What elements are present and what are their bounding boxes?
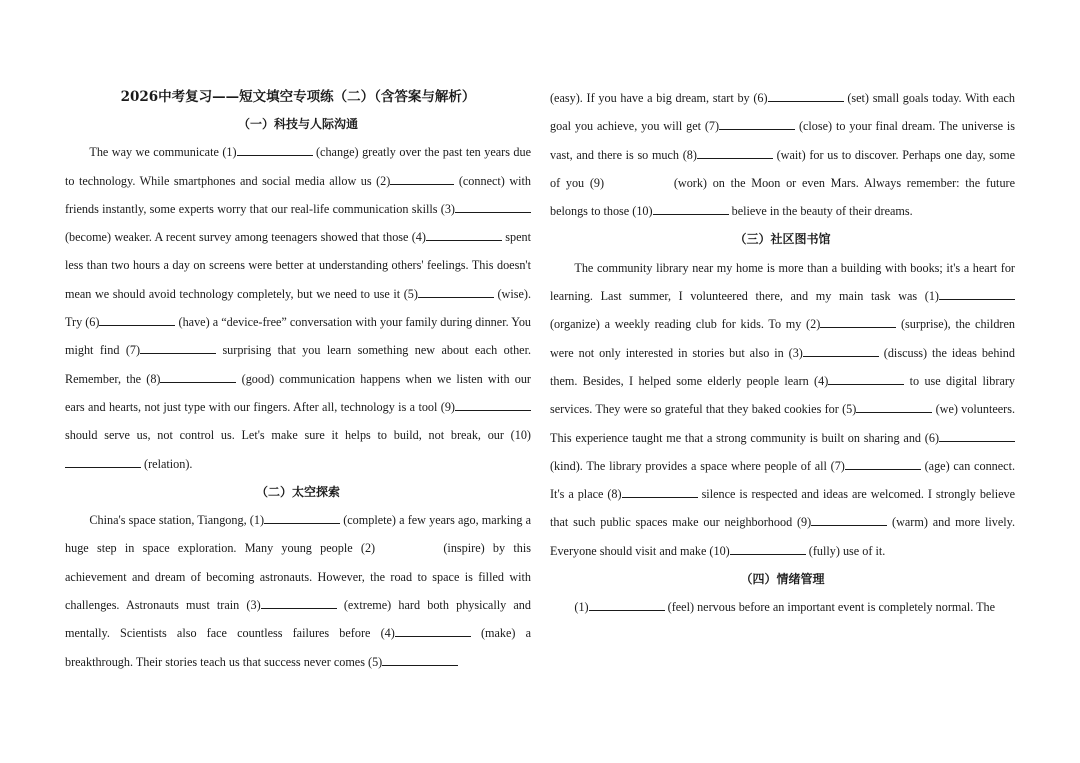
passage-text: surprising that you learn something new about each other. Remember, the (8) <box>65 343 532 386</box>
section-heading-1: （一）科技与人际沟通 <box>237 117 358 131</box>
passage-text: (set) small goals today. With each goal you achieve, you will get (7) <box>550 91 1016 134</box>
passage-text: (extreme) hard both physically and mentally. Scientists also face countless failures before (4) <box>65 598 531 641</box>
right-column <box>550 84 1015 622</box>
answer-blank[interactable] <box>261 596 337 609</box>
answer-blank[interactable] <box>653 202 729 215</box>
answer-blank[interactable] <box>418 285 494 298</box>
section-heading-3: （三）社区图书馆 <box>734 232 831 247</box>
answer-blank[interactable] <box>426 228 502 241</box>
section-heading-2: （二）太空探索 <box>255 484 340 499</box>
passage-text: (connect) with friends instantly, some experts worry that our real-life communication skills (3) <box>65 173 531 216</box>
answer-blank[interactable] <box>375 539 435 552</box>
left-column <box>65 84 531 676</box>
answer-blank[interactable] <box>589 598 665 611</box>
answer-blank[interactable] <box>395 624 471 637</box>
passage-text: (wise). Try (6) <box>65 286 531 330</box>
passage-text: China's space station, Tiangong, (1) <box>89 513 265 528</box>
passage-text: (feel) nervous before an important event is completely normal. The <box>667 600 996 615</box>
passage-4 <box>550 593 1015 621</box>
passage-text: (become) weaker. A recent survey among teenagers showed that those (4) <box>65 230 426 245</box>
answer-blank[interactable] <box>845 457 921 470</box>
passage-text: The way we communicate (1) <box>89 145 237 160</box>
answer-blank[interactable] <box>264 511 340 524</box>
passage-text: (work) on the Moon or even Mars. Always remember: the future belongs to those (10) <box>550 175 1015 219</box>
answer-blank[interactable] <box>820 315 896 328</box>
section-heading-4: （四）情绪管理 <box>740 572 825 587</box>
answer-blank[interactable] <box>99 313 175 326</box>
answer-blank[interactable] <box>382 653 458 666</box>
answer-blank[interactable] <box>939 287 1015 300</box>
passage-text: (make) a breakthrough. Their stories teach us that success never comes (5) <box>65 626 532 669</box>
passage-2 <box>65 506 531 676</box>
answer-blank[interactable] <box>811 513 887 526</box>
passage-text: (inspire) by this achievement and dream of becoming astronauts. However, the road to space is filled with challenges. Astronauts must train (3) <box>65 541 531 613</box>
passage-text: (have) a “device-free” conversation with your family during dinner. You might find (7) <box>65 315 532 358</box>
passage-text: (wait) for us to discover. Perhaps one day, some of you (9) <box>550 147 1015 190</box>
answer-blank[interactable] <box>604 174 668 187</box>
answer-blank[interactable] <box>719 117 795 130</box>
passage-1 <box>65 138 531 478</box>
answer-blank[interactable] <box>828 372 904 385</box>
passage-text: believe in the beauty of their dreams. <box>731 204 913 219</box>
passage-text: (surprise), the children were not only interested in stories but also in (3) <box>550 317 1015 360</box>
answer-blank[interactable] <box>160 370 236 383</box>
passage-2-continued <box>550 84 1015 225</box>
passage-text: to use digital library services. They were so grateful that they baked cookies for (5) <box>550 373 1016 417</box>
passage-text: (relation). <box>144 456 193 471</box>
answer-blank[interactable] <box>697 146 773 159</box>
answer-blank[interactable] <box>803 344 879 357</box>
answer-blank[interactable] <box>768 89 844 102</box>
passage-text: (easy). If you have a big dream, start by (6) <box>550 91 768 105</box>
passage-text: should serve us, not control us. Let's make sure it helps to build, not break, our (10) <box>65 428 531 443</box>
passage-text: (warm) and more lively. Everyone should visit and make (10) <box>550 515 1016 558</box>
passage-text: spent less than two hours a day on screens were better at understanding others' feelings. This doesn't mean we should avoid technology completely, but we need to use it (5) <box>65 230 531 301</box>
answer-blank[interactable] <box>455 398 531 411</box>
passage-text: (good) communication happens when we listen with our ears and hearts, not just type with our fingers. After all, technology is a tool (9) <box>65 371 531 414</box>
passage-text: (we) volunteers. This experience taught me that a strong community is built on sharing and (6) <box>550 402 1015 445</box>
passage-text: (fully) use of it. <box>808 543 886 558</box>
answer-blank[interactable] <box>939 429 1015 442</box>
answer-blank[interactable] <box>237 143 313 156</box>
passage-3 <box>550 254 1015 565</box>
passage-text: (age) can connect. It's a place (8) <box>550 458 1016 502</box>
passage-text: (complete) a few years ago, marking a huge step in space exploration. Many young people (2) <box>65 513 531 556</box>
answer-blank[interactable] <box>390 172 454 185</box>
answer-blank[interactable] <box>140 341 216 354</box>
passage-text: The community library near my home is more than a building with books; it's a heart for learning. Last summer, I volunteered there, and my main task was (1) <box>550 260 1015 304</box>
passage-text: (change) greatly over the past ten years due to technology. While smartphones and social media allow us (2) <box>65 145 531 188</box>
answer-blank[interactable] <box>856 400 932 413</box>
passage-text: (organize) a weekly reading club for kids. To my (2) <box>550 317 821 332</box>
passage-text: (kind). The library provides a space where people of all (7) <box>550 458 845 473</box>
passage-text: silence is respected and ideas are welcomed. I strongly believe that such public spaces make our neighborhood (9) <box>550 487 1016 530</box>
answer-blank[interactable] <box>65 455 141 468</box>
passage-text: (close) to your final dream. The universe is vast, and there is so much (8) <box>550 119 1015 162</box>
passage-text: (discuss) the ideas behind them. Besides, I helped some elderly people learn (4) <box>550 345 1015 388</box>
answer-blank[interactable] <box>455 200 531 213</box>
passage-text: (1) <box>574 600 589 615</box>
answer-blank[interactable] <box>622 485 698 498</box>
answer-blank[interactable] <box>730 542 806 555</box>
page-title: 2026中考复习——短文填空专项练（二）（含答案与解析） <box>120 89 476 105</box>
